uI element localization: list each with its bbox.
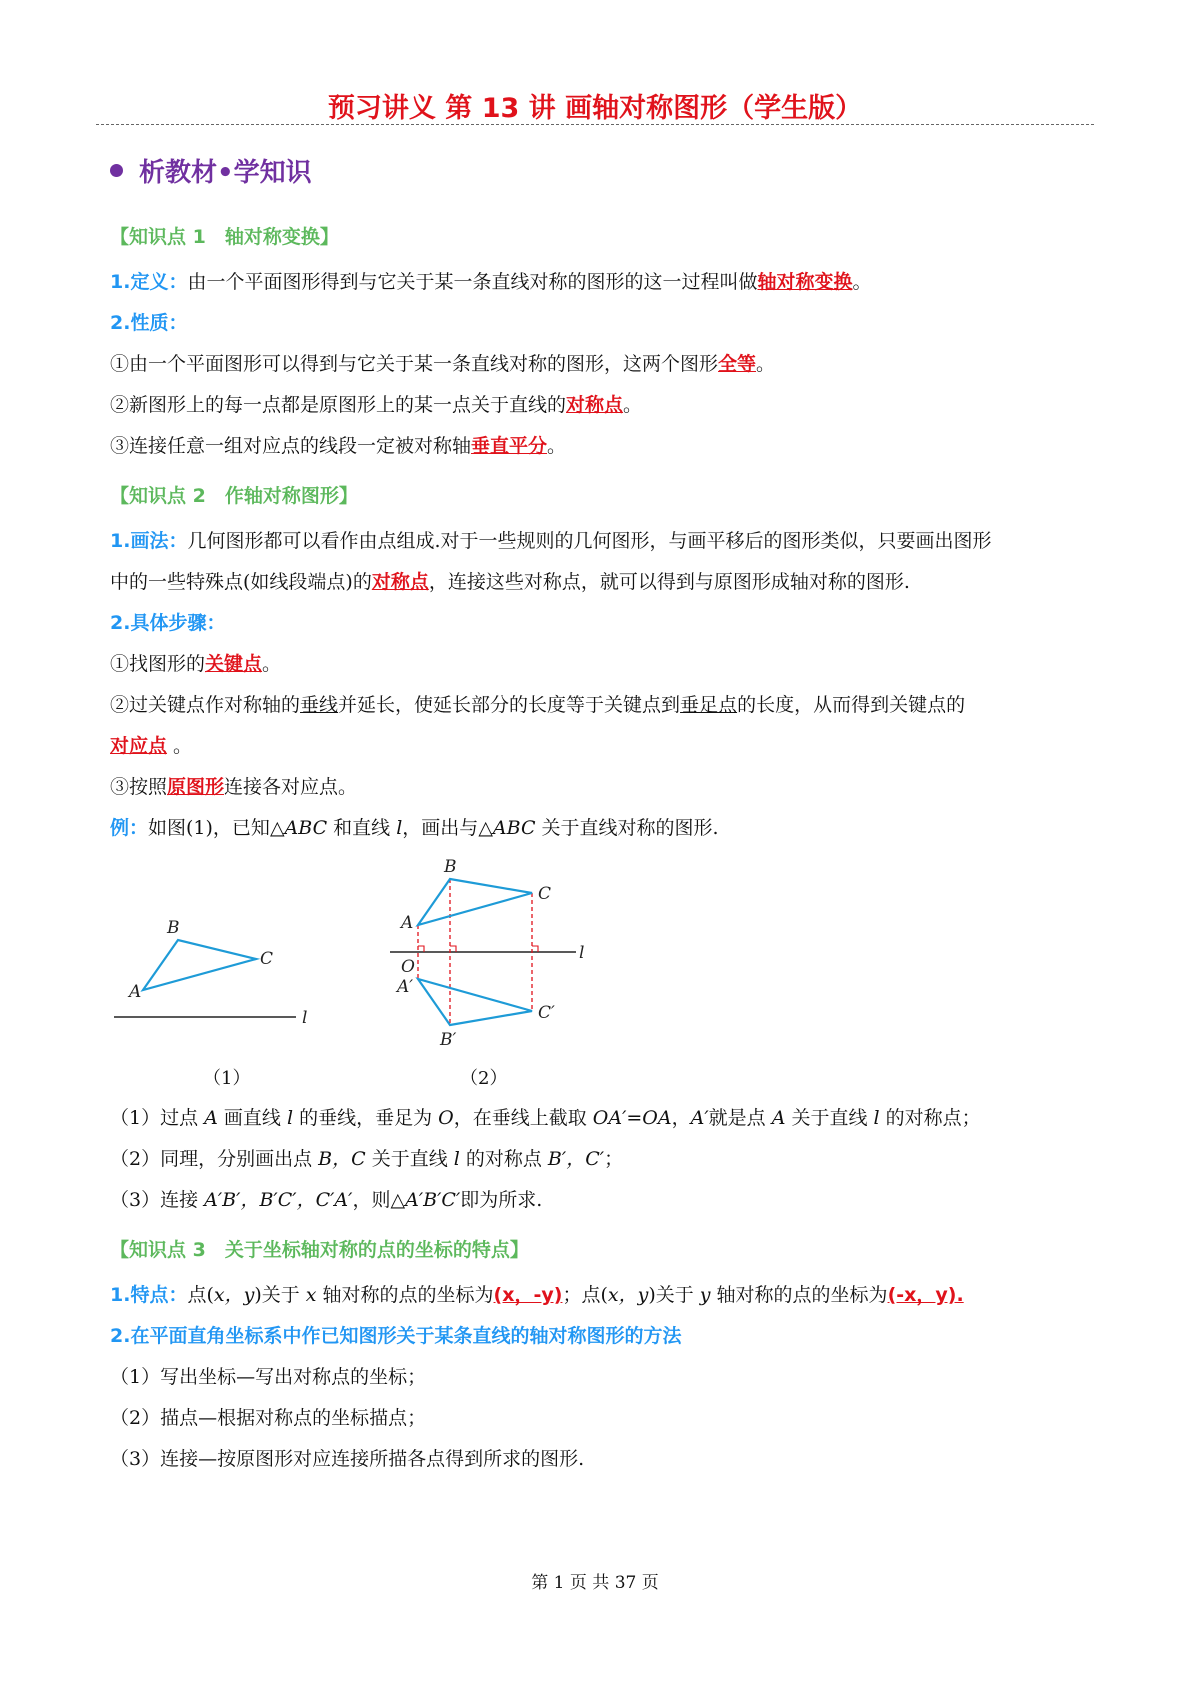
property-2-key: 对称点	[566, 394, 624, 416]
steps-label: 2.具体步骤：	[110, 612, 226, 634]
triangle-abc	[143, 940, 256, 990]
sol2-points: B，C	[318, 1148, 366, 1170]
sol1-b: 画直线	[217, 1107, 287, 1129]
kp1-definition	[110, 270, 872, 294]
figure-2	[380, 855, 600, 1055]
label-b-prime: B′	[440, 1030, 457, 1050]
example-text-a: 如图(1)，已知	[148, 817, 270, 839]
example-triangle-2: △ABC	[478, 817, 536, 839]
step-1-end: 。	[262, 653, 282, 675]
feat-f: 轴对称的点的坐标为	[710, 1284, 888, 1306]
draw-text1: 几何图形都可以看作由点组成.对于一些规则的几何图形，与画平移后的图形类似，只要画出图形	[187, 530, 992, 552]
feat-a: 点(	[187, 1284, 214, 1306]
step-2-text-a: ②过关键点作对称轴的	[110, 694, 301, 716]
definition-label: 1.定义：	[110, 271, 188, 293]
feat-key-2: (-x，y).	[887, 1284, 964, 1306]
label-a-prime: A′	[397, 977, 414, 997]
sol1-equation: OA′=OA	[592, 1107, 672, 1129]
sol1-point-a: A	[204, 1107, 218, 1129]
feat-e: )关于	[648, 1284, 700, 1306]
sol1-point-a-prime: A′	[690, 1107, 709, 1129]
sol1-line-l: l	[286, 1107, 294, 1129]
property-1-end: 。	[756, 353, 776, 375]
section-title: 析教材•学知识	[139, 158, 312, 188]
kp2-step-3	[110, 775, 357, 799]
label-b: B	[444, 857, 457, 877]
label-o: O	[401, 957, 415, 977]
kp2-step-2-cont	[110, 734, 192, 758]
sol1-c: 的垂线，垂足为	[293, 1107, 439, 1129]
definition-key: 轴对称变换	[757, 271, 853, 293]
draw-text2a: 中的一些特殊点(如线段端点)的	[110, 571, 372, 593]
step-2-foot: 垂足点	[680, 694, 738, 716]
property-2-text: ②新图形上的每一点都是原图形上的某一点关于直线的	[110, 394, 567, 416]
sol3-c: 即为所求.	[460, 1189, 543, 1211]
step-2-perpendicular: 垂线	[300, 694, 339, 716]
sol1-line-l-2: l	[873, 1107, 880, 1129]
label-c: C	[538, 884, 552, 904]
sol2-a: （2）同理，分别画出点	[110, 1148, 319, 1170]
feat-d: ；点(	[562, 1284, 608, 1306]
kp2-steps-label	[110, 611, 225, 635]
sol1-point-o: O	[438, 1107, 454, 1129]
label-c-prime: C′	[538, 1003, 555, 1023]
sol1-g: 关于直线	[785, 1107, 874, 1129]
draw-key: 对称点	[371, 571, 429, 593]
sol1-d: ，在垂线上截取	[453, 1107, 593, 1129]
sol3-triangle: △A′B′C′	[390, 1189, 461, 1211]
sol3-b: ，则	[352, 1189, 391, 1211]
label-a: A	[401, 913, 414, 933]
kp1-property-2	[110, 393, 642, 417]
example-text-b: 和直线	[327, 817, 397, 839]
example-label: 例：	[110, 817, 149, 839]
triangle-a2b2c2	[418, 979, 532, 1025]
solution-step-2	[110, 1147, 623, 1171]
sol1-e: ，	[671, 1107, 691, 1129]
kp3-method-1: （1）写出坐标—写出对称点的坐标；	[110, 1366, 427, 1388]
feat-c: 轴对称的点的坐标为	[316, 1284, 494, 1306]
feat-xy: x，y	[213, 1284, 255, 1306]
step-2-key: 对应点	[110, 735, 168, 757]
sol1-point-a-2: A	[771, 1107, 786, 1129]
label-a: A	[129, 982, 142, 1002]
feat-y: y	[699, 1284, 711, 1306]
property-label: 2.性质：	[110, 312, 188, 334]
kp3-method-2: （2）描点—根据对称点的坐标描点；	[110, 1407, 427, 1429]
definition-text: 由一个平面图形得到与它关于某一条直线对称的图形的这一过程叫做	[187, 271, 758, 293]
kp3-heading: 【知识点 3 关于坐标轴对称的点的坐标的特点】	[110, 1239, 529, 1261]
feat-key-1: (x，-y)	[493, 1284, 563, 1306]
step-3-text: ③按照	[110, 776, 168, 798]
step-1-text: ①找图形的	[110, 653, 206, 675]
label-b: B	[167, 918, 180, 938]
sol1-f: 就是点	[708, 1107, 772, 1129]
definition-end: 。	[852, 271, 872, 293]
property-3-text: ③连接任意一组对应点的线段一定被对称轴	[110, 435, 472, 457]
step-3-key: 原图形	[167, 776, 225, 798]
feat-xy-2: x，y	[607, 1284, 649, 1306]
feat-b: )关于	[254, 1284, 306, 1306]
example-text-c: ，画出与	[402, 817, 479, 839]
property-3-end: 。	[547, 435, 567, 457]
kp2-step-1	[110, 652, 281, 676]
kp3-method-3: （3）连接—按原图形对应连接所描各点得到所求的图形.	[110, 1448, 585, 1470]
page-footer: 第 1 页 共 37 页	[531, 1573, 659, 1593]
triangle-abc	[418, 879, 532, 925]
step-3-end: 连接各对应点。	[224, 776, 358, 798]
draw-text2b: ，连接这些对称点，就可以得到与原图形成轴对称的图形.	[428, 571, 910, 593]
sol1-a: （1）过点	[110, 1107, 205, 1129]
sol1-h: 的对称点；	[879, 1107, 981, 1129]
header-divider	[96, 124, 1094, 125]
kp1-property-1	[110, 352, 775, 376]
sol2-prime-points: B′，C′	[547, 1148, 605, 1170]
kp3-feature	[110, 1283, 964, 1307]
step-2-end: 。	[167, 735, 193, 757]
property-1-key: 全等	[718, 353, 757, 375]
solution-step-1	[110, 1106, 981, 1130]
solution-step-3	[110, 1188, 542, 1212]
bullet-icon	[110, 164, 123, 177]
example-text-d: 关于直线对称的图形.	[535, 817, 719, 839]
kp1-property-3	[110, 434, 566, 458]
sol2-b: 关于直线	[365, 1148, 454, 1170]
step-1-key: 关键点	[205, 653, 263, 675]
feat-x: x	[305, 1284, 317, 1306]
kp1-heading: 【知识点 1 轴对称变换】	[110, 226, 339, 248]
right-angle-mark-b	[450, 946, 456, 952]
example-triangle: △ABC	[269, 817, 328, 839]
figure-2-caption: （2）	[460, 1068, 508, 1089]
step-2-text-b: 并延长，使延长部分的长度等于关键点到	[338, 694, 681, 716]
sol2-c: 的对称点	[459, 1148, 548, 1170]
sol3-a: （3）连接	[110, 1189, 205, 1211]
label-l: l	[302, 1008, 308, 1028]
label-c: C	[260, 949, 274, 969]
feature-label: 1.特点：	[110, 1284, 188, 1306]
kp2-step-2	[110, 693, 965, 717]
section-heading	[110, 152, 312, 189]
property-1-text: ①由一个平面图形可以得到与它关于某一条直线对称的图形，这两个图形	[110, 353, 719, 375]
draw-label: 1.画法：	[110, 530, 188, 552]
right-angle-mark-c	[532, 946, 538, 952]
property-2-end: 。	[623, 394, 643, 416]
kp1-property-label	[110, 311, 187, 335]
kp2-draw-line1	[110, 529, 992, 553]
example-line: l	[396, 817, 403, 839]
kp2-draw-line2	[110, 570, 910, 594]
figure-1-caption: （1）	[203, 1068, 251, 1089]
sol3-segments: A′B′，B′C′，C′A′	[204, 1189, 353, 1211]
kp3-method-heading	[110, 1324, 681, 1348]
sol2-line-l: l	[453, 1148, 460, 1170]
method-label: 2.在平面直角坐标系中作已知图形关于某条直线的轴对称图形的方法	[110, 1325, 682, 1347]
right-angle-mark-a	[418, 946, 424, 952]
step-2-text-c: 的长度，从而得到关键点的	[737, 694, 966, 716]
page-title: 预习讲义 第 13 讲 画轴对称图形（学生版）	[327, 93, 863, 124]
kp2-example	[110, 816, 719, 840]
property-3-key: 垂直平分	[471, 435, 548, 457]
sol2-d: ；	[604, 1148, 624, 1170]
label-l: l	[579, 943, 585, 963]
figure-1	[100, 905, 330, 1045]
kp2-heading: 【知识点 2 作轴对称图形】	[110, 485, 358, 507]
